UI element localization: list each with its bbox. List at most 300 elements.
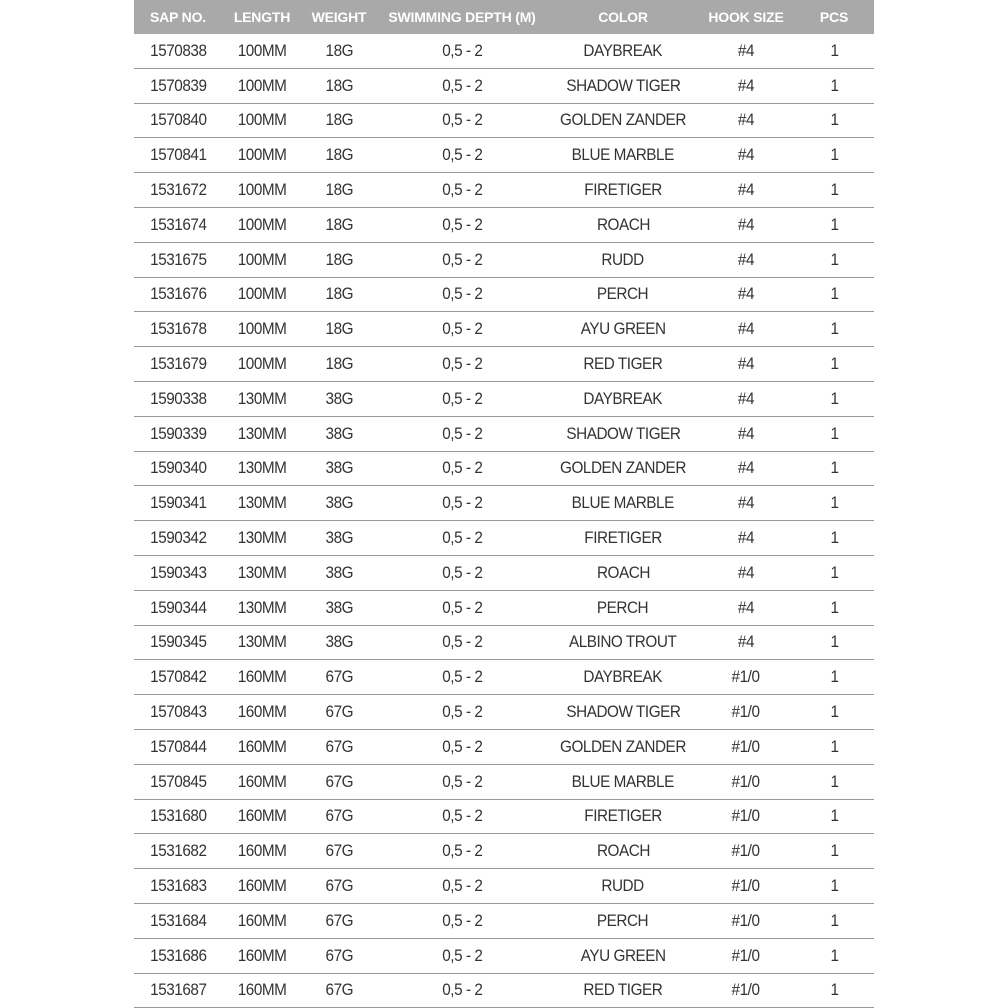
pcs-cell	[794, 695, 874, 730]
sap-no-text: 1531679	[149, 354, 207, 374]
color-text: AYU GREEN	[580, 319, 666, 339]
weight-text: 38G	[325, 388, 353, 408]
swimming-depth-text: 0,5 - 2	[441, 75, 483, 95]
weight-text: 38G	[325, 458, 353, 478]
weight-cell	[302, 416, 376, 451]
sap-no-text: 1590341	[149, 493, 207, 513]
pcs-text: 1	[829, 75, 839, 95]
table-row	[134, 68, 874, 103]
length-text: 130MM	[237, 528, 287, 548]
sap-no-text: 1531672	[149, 180, 207, 200]
sap-no-cell	[134, 799, 222, 834]
pcs-text: 1	[829, 388, 839, 408]
sap-no-cell	[134, 660, 222, 695]
hook-size-text: #4	[737, 562, 755, 582]
length-text: 160MM	[237, 702, 287, 722]
color-text: DAYBREAK	[583, 40, 663, 60]
color-text: ROACH	[596, 841, 650, 861]
table-row	[134, 903, 874, 938]
sap-no-text: 1590342	[149, 528, 207, 548]
weight-text: 67G	[325, 876, 353, 896]
length-cell	[222, 381, 302, 416]
table-row	[134, 869, 874, 904]
length-cell	[222, 660, 302, 695]
sap-no-cell	[134, 312, 222, 347]
length-cell	[222, 312, 302, 347]
length-cell	[222, 869, 302, 904]
weight-text: 67G	[325, 806, 353, 826]
hook-size-cell	[698, 103, 794, 138]
weight-cell	[302, 451, 376, 486]
pcs-text: 1	[829, 458, 839, 478]
sap-no-text: 1531686	[149, 945, 207, 965]
header-weight: WEIGHT	[302, 0, 376, 34]
hook-size-text: #4	[737, 75, 755, 95]
weight-text: 67G	[325, 841, 353, 861]
hook-size-cell	[698, 938, 794, 973]
swimming-depth-cell	[376, 555, 548, 590]
swimming-depth-cell	[376, 834, 548, 869]
hook-size-cell	[698, 834, 794, 869]
swimming-depth-text: 0,5 - 2	[441, 458, 483, 478]
swimming-depth-text: 0,5 - 2	[441, 597, 483, 617]
swimming-depth-text: 0,5 - 2	[441, 319, 483, 339]
sap-no-cell	[134, 764, 222, 799]
weight-cell	[302, 729, 376, 764]
hook-size-cell	[698, 312, 794, 347]
table-row	[134, 799, 874, 834]
swimming-depth-cell	[376, 486, 548, 521]
weight-text: 67G	[325, 771, 353, 791]
swimming-depth-cell	[376, 869, 548, 904]
hook-size-text: #4	[737, 493, 755, 513]
swimming-depth-text: 0,5 - 2	[441, 702, 483, 722]
hook-size-text: #4	[737, 319, 755, 339]
color-cell	[548, 312, 698, 347]
length-text: 100MM	[237, 354, 287, 374]
length-cell	[222, 347, 302, 382]
length-text: 100MM	[237, 319, 287, 339]
table-row	[134, 555, 874, 590]
sap-no-text: 1570842	[149, 667, 207, 687]
hook-size-cell	[698, 173, 794, 208]
hook-size-text: #4	[737, 145, 755, 165]
swimming-depth-cell	[376, 381, 548, 416]
hook-size-cell	[698, 799, 794, 834]
length-cell	[222, 173, 302, 208]
length-cell	[222, 68, 302, 103]
pcs-cell	[794, 207, 874, 242]
pcs-cell	[794, 34, 874, 68]
pcs-text: 1	[829, 980, 839, 1000]
weight-cell	[302, 521, 376, 556]
pcs-text: 1	[829, 632, 839, 652]
pcs-cell	[794, 729, 874, 764]
pcs-cell	[794, 486, 874, 521]
weight-text: 18G	[325, 319, 353, 339]
pcs-cell	[794, 451, 874, 486]
hook-size-text: #4	[737, 388, 755, 408]
swimming-depth-cell	[376, 312, 548, 347]
color-cell	[548, 486, 698, 521]
hook-size-cell	[698, 242, 794, 277]
pcs-cell	[794, 660, 874, 695]
swimming-depth-text: 0,5 - 2	[441, 771, 483, 791]
color-text: FIRETIGER	[584, 806, 662, 826]
pcs-text: 1	[829, 40, 839, 60]
sap-no-text: 1570843	[149, 702, 207, 722]
swimming-depth-cell	[376, 138, 548, 173]
hook-size-text: #1/0	[732, 876, 760, 896]
swimming-depth-text: 0,5 - 2	[441, 110, 483, 130]
swimming-depth-cell	[376, 347, 548, 382]
header-swimming-depth: SWIMMING DEPTH (M)	[376, 0, 548, 34]
weight-text: 18G	[325, 40, 353, 60]
header-hook-size: HOOK SIZE	[698, 0, 794, 34]
weight-cell	[302, 207, 376, 242]
table-row	[134, 764, 874, 799]
color-text: AYU GREEN	[580, 945, 666, 965]
hook-size-cell	[698, 347, 794, 382]
sap-no-text: 1590339	[149, 423, 207, 443]
swimming-depth-cell	[376, 938, 548, 973]
color-cell	[548, 695, 698, 730]
length-cell	[222, 34, 302, 68]
table-row	[134, 103, 874, 138]
sap-no-cell	[134, 695, 222, 730]
sap-no-text: 1531682	[149, 841, 207, 861]
swimming-depth-text: 0,5 - 2	[441, 910, 483, 930]
color-text: PERCH	[597, 597, 649, 617]
hook-size-text: #4	[737, 597, 755, 617]
weight-cell	[302, 486, 376, 521]
swimming-depth-cell	[376, 451, 548, 486]
pcs-cell	[794, 103, 874, 138]
weight-cell	[302, 660, 376, 695]
pcs-cell	[794, 834, 874, 869]
color-text: SHADOW TIGER	[565, 75, 681, 95]
hook-size-text: #4	[737, 110, 755, 130]
header-color: COLOR	[548, 0, 698, 34]
swimming-depth-cell	[376, 103, 548, 138]
pcs-cell	[794, 312, 874, 347]
color-cell	[548, 938, 698, 973]
hook-size-cell	[698, 625, 794, 660]
pcs-cell	[794, 381, 874, 416]
sap-no-cell	[134, 869, 222, 904]
table-row	[134, 451, 874, 486]
table-row	[134, 207, 874, 242]
weight-cell	[302, 834, 376, 869]
length-cell	[222, 207, 302, 242]
color-text: GOLDEN ZANDER	[560, 736, 686, 756]
weight-cell	[302, 903, 376, 938]
weight-cell	[302, 590, 376, 625]
color-text: RED TIGER	[583, 980, 663, 1000]
table-row	[134, 416, 874, 451]
sap-no-cell	[134, 521, 222, 556]
length-text: 100MM	[237, 284, 287, 304]
sap-no-text: 1570838	[149, 40, 207, 60]
table-row	[134, 486, 874, 521]
color-text: SHADOW TIGER	[565, 702, 681, 722]
hook-size-cell	[698, 590, 794, 625]
weight-cell	[302, 138, 376, 173]
hook-size-text: #4	[737, 180, 755, 200]
pcs-text: 1	[829, 528, 839, 548]
weight-cell	[302, 312, 376, 347]
swimming-depth-text: 0,5 - 2	[441, 945, 483, 965]
pcs-cell	[794, 625, 874, 660]
pcs-text: 1	[829, 806, 839, 826]
swimming-depth-text: 0,5 - 2	[441, 354, 483, 374]
weight-cell	[302, 799, 376, 834]
color-text: GOLDEN ZANDER	[560, 110, 686, 130]
swimming-depth-cell	[376, 68, 548, 103]
swimming-depth-text: 0,5 - 2	[441, 145, 483, 165]
swimming-depth-cell	[376, 521, 548, 556]
pcs-text: 1	[829, 110, 839, 130]
table-row	[134, 973, 874, 1008]
swimming-depth-text: 0,5 - 2	[441, 841, 483, 861]
length-text: 130MM	[237, 597, 287, 617]
table-row	[134, 347, 874, 382]
swimming-depth-text: 0,5 - 2	[441, 632, 483, 652]
sap-no-cell	[134, 34, 222, 68]
weight-text: 18G	[325, 284, 353, 304]
table-row	[134, 277, 874, 312]
color-cell	[548, 173, 698, 208]
length-cell	[222, 764, 302, 799]
weight-cell	[302, 869, 376, 904]
length-text: 130MM	[237, 493, 287, 513]
color-text: ROACH	[596, 562, 650, 582]
hook-size-cell	[698, 973, 794, 1008]
swimming-depth-text: 0,5 - 2	[441, 528, 483, 548]
pcs-cell	[794, 173, 874, 208]
weight-text: 18G	[325, 110, 353, 130]
table-row	[134, 590, 874, 625]
sap-no-cell	[134, 625, 222, 660]
hook-size-cell	[698, 555, 794, 590]
sap-no-cell	[134, 903, 222, 938]
color-cell	[548, 207, 698, 242]
pcs-text: 1	[829, 284, 839, 304]
length-cell	[222, 903, 302, 938]
swimming-depth-cell	[376, 207, 548, 242]
weight-text: 38G	[325, 562, 353, 582]
pcs-cell	[794, 555, 874, 590]
sap-no-cell	[134, 555, 222, 590]
swimming-depth-cell	[376, 695, 548, 730]
weight-cell	[302, 103, 376, 138]
weight-cell	[302, 68, 376, 103]
sap-no-text: 1531687	[149, 980, 207, 1000]
sap-no-text: 1570844	[149, 736, 207, 756]
hook-size-text: #4	[737, 528, 755, 548]
color-text: DAYBREAK	[583, 667, 663, 687]
swimming-depth-cell	[376, 34, 548, 68]
pcs-cell	[794, 903, 874, 938]
length-cell	[222, 416, 302, 451]
sap-no-cell	[134, 277, 222, 312]
hook-size-cell	[698, 486, 794, 521]
sap-no-text: 1570845	[149, 771, 207, 791]
length-text: 160MM	[237, 667, 287, 687]
header-row	[134, 0, 874, 34]
sap-no-cell	[134, 68, 222, 103]
length-cell	[222, 695, 302, 730]
sap-no-cell	[134, 103, 222, 138]
weight-text: 67G	[325, 980, 353, 1000]
weight-cell	[302, 347, 376, 382]
color-text: RUDD	[601, 249, 645, 269]
sap-no-text: 1531675	[149, 249, 207, 269]
weight-text: 18G	[325, 214, 353, 234]
weight-cell	[302, 764, 376, 799]
color-cell	[548, 68, 698, 103]
weight-cell	[302, 973, 376, 1008]
swimming-depth-cell	[376, 173, 548, 208]
pcs-text: 1	[829, 249, 839, 269]
weight-cell	[302, 381, 376, 416]
color-cell	[548, 625, 698, 660]
pcs-cell	[794, 416, 874, 451]
swimming-depth-cell	[376, 660, 548, 695]
color-cell	[548, 764, 698, 799]
length-text: 130MM	[237, 632, 287, 652]
weight-text: 18G	[325, 249, 353, 269]
length-text: 160MM	[237, 876, 287, 896]
color-cell	[548, 903, 698, 938]
swimming-depth-text: 0,5 - 2	[441, 423, 483, 443]
length-text: 160MM	[237, 945, 287, 965]
swimming-depth-text: 0,5 - 2	[441, 736, 483, 756]
length-text: 130MM	[237, 423, 287, 443]
weight-text: 67G	[325, 667, 353, 687]
product-spec-table-container	[134, 0, 874, 1008]
swimming-depth-text: 0,5 - 2	[441, 876, 483, 896]
color-cell	[548, 799, 698, 834]
table-row	[134, 834, 874, 869]
weight-cell	[302, 277, 376, 312]
pcs-text: 1	[829, 771, 839, 791]
sap-no-text: 1531680	[149, 806, 207, 826]
color-cell	[548, 521, 698, 556]
weight-cell	[302, 34, 376, 68]
hook-size-text: #4	[737, 249, 755, 269]
length-text: 100MM	[237, 180, 287, 200]
color-text: RUDD	[601, 876, 645, 896]
color-cell	[548, 34, 698, 68]
sap-no-text: 1531674	[149, 214, 207, 234]
header-sap-no: SAP NO.	[134, 0, 222, 34]
color-text: DAYBREAK	[583, 388, 663, 408]
hook-size-cell	[698, 381, 794, 416]
color-cell	[548, 555, 698, 590]
length-text: 130MM	[237, 458, 287, 478]
table-row	[134, 138, 874, 173]
pcs-cell	[794, 277, 874, 312]
sap-no-cell	[134, 416, 222, 451]
weight-text: 18G	[325, 75, 353, 95]
table-row	[134, 521, 874, 556]
hook-size-cell	[698, 451, 794, 486]
color-cell	[548, 451, 698, 486]
sap-no-text: 1570839	[149, 75, 207, 95]
sap-no-text: 1531676	[149, 284, 207, 304]
swimming-depth-cell	[376, 729, 548, 764]
sap-no-text: 1531678	[149, 319, 207, 339]
length-cell	[222, 242, 302, 277]
hook-size-cell	[698, 416, 794, 451]
length-text: 160MM	[237, 910, 287, 930]
swimming-depth-text: 0,5 - 2	[441, 980, 483, 1000]
swimming-depth-text: 0,5 - 2	[441, 806, 483, 826]
color-text: FIRETIGER	[584, 528, 662, 548]
length-text: 160MM	[237, 736, 287, 756]
weight-cell	[302, 242, 376, 277]
swimming-depth-cell	[376, 799, 548, 834]
table-row	[134, 660, 874, 695]
weight-cell	[302, 555, 376, 590]
color-cell	[548, 973, 698, 1008]
color-text: PERCH	[597, 284, 649, 304]
length-text: 160MM	[237, 841, 287, 861]
table-row	[134, 695, 874, 730]
pcs-cell	[794, 764, 874, 799]
pcs-text: 1	[829, 597, 839, 617]
swimming-depth-text: 0,5 - 2	[441, 667, 483, 687]
pcs-cell	[794, 590, 874, 625]
color-cell	[548, 416, 698, 451]
product-spec-table	[134, 0, 874, 1008]
pcs-text: 1	[829, 702, 839, 722]
sap-no-cell	[134, 138, 222, 173]
length-cell	[222, 973, 302, 1008]
pcs-text: 1	[829, 354, 839, 374]
table-row	[134, 242, 874, 277]
pcs-text: 1	[829, 910, 839, 930]
length-cell	[222, 799, 302, 834]
sap-no-text: 1590343	[149, 562, 207, 582]
length-cell	[222, 729, 302, 764]
swimming-depth-text: 0,5 - 2	[441, 40, 483, 60]
length-text: 130MM	[237, 562, 287, 582]
weight-text: 38G	[325, 597, 353, 617]
color-cell	[548, 138, 698, 173]
table-row	[134, 173, 874, 208]
swimming-depth-text: 0,5 - 2	[441, 388, 483, 408]
pcs-text: 1	[829, 736, 839, 756]
swimming-depth-text: 0,5 - 2	[441, 562, 483, 582]
sap-no-text: 1531684	[149, 910, 207, 930]
hook-size-cell	[698, 277, 794, 312]
sap-no-text: 1590345	[149, 632, 207, 652]
weight-text: 18G	[325, 145, 353, 165]
hook-size-text: #4	[737, 458, 755, 478]
weight-text: 67G	[325, 702, 353, 722]
color-text: RED TIGER	[583, 354, 663, 374]
sap-no-cell	[134, 729, 222, 764]
table-row	[134, 625, 874, 660]
color-cell	[548, 834, 698, 869]
hook-size-text: #4	[737, 284, 755, 304]
sap-no-cell	[134, 938, 222, 973]
pcs-cell	[794, 347, 874, 382]
weight-cell	[302, 695, 376, 730]
color-cell	[548, 242, 698, 277]
